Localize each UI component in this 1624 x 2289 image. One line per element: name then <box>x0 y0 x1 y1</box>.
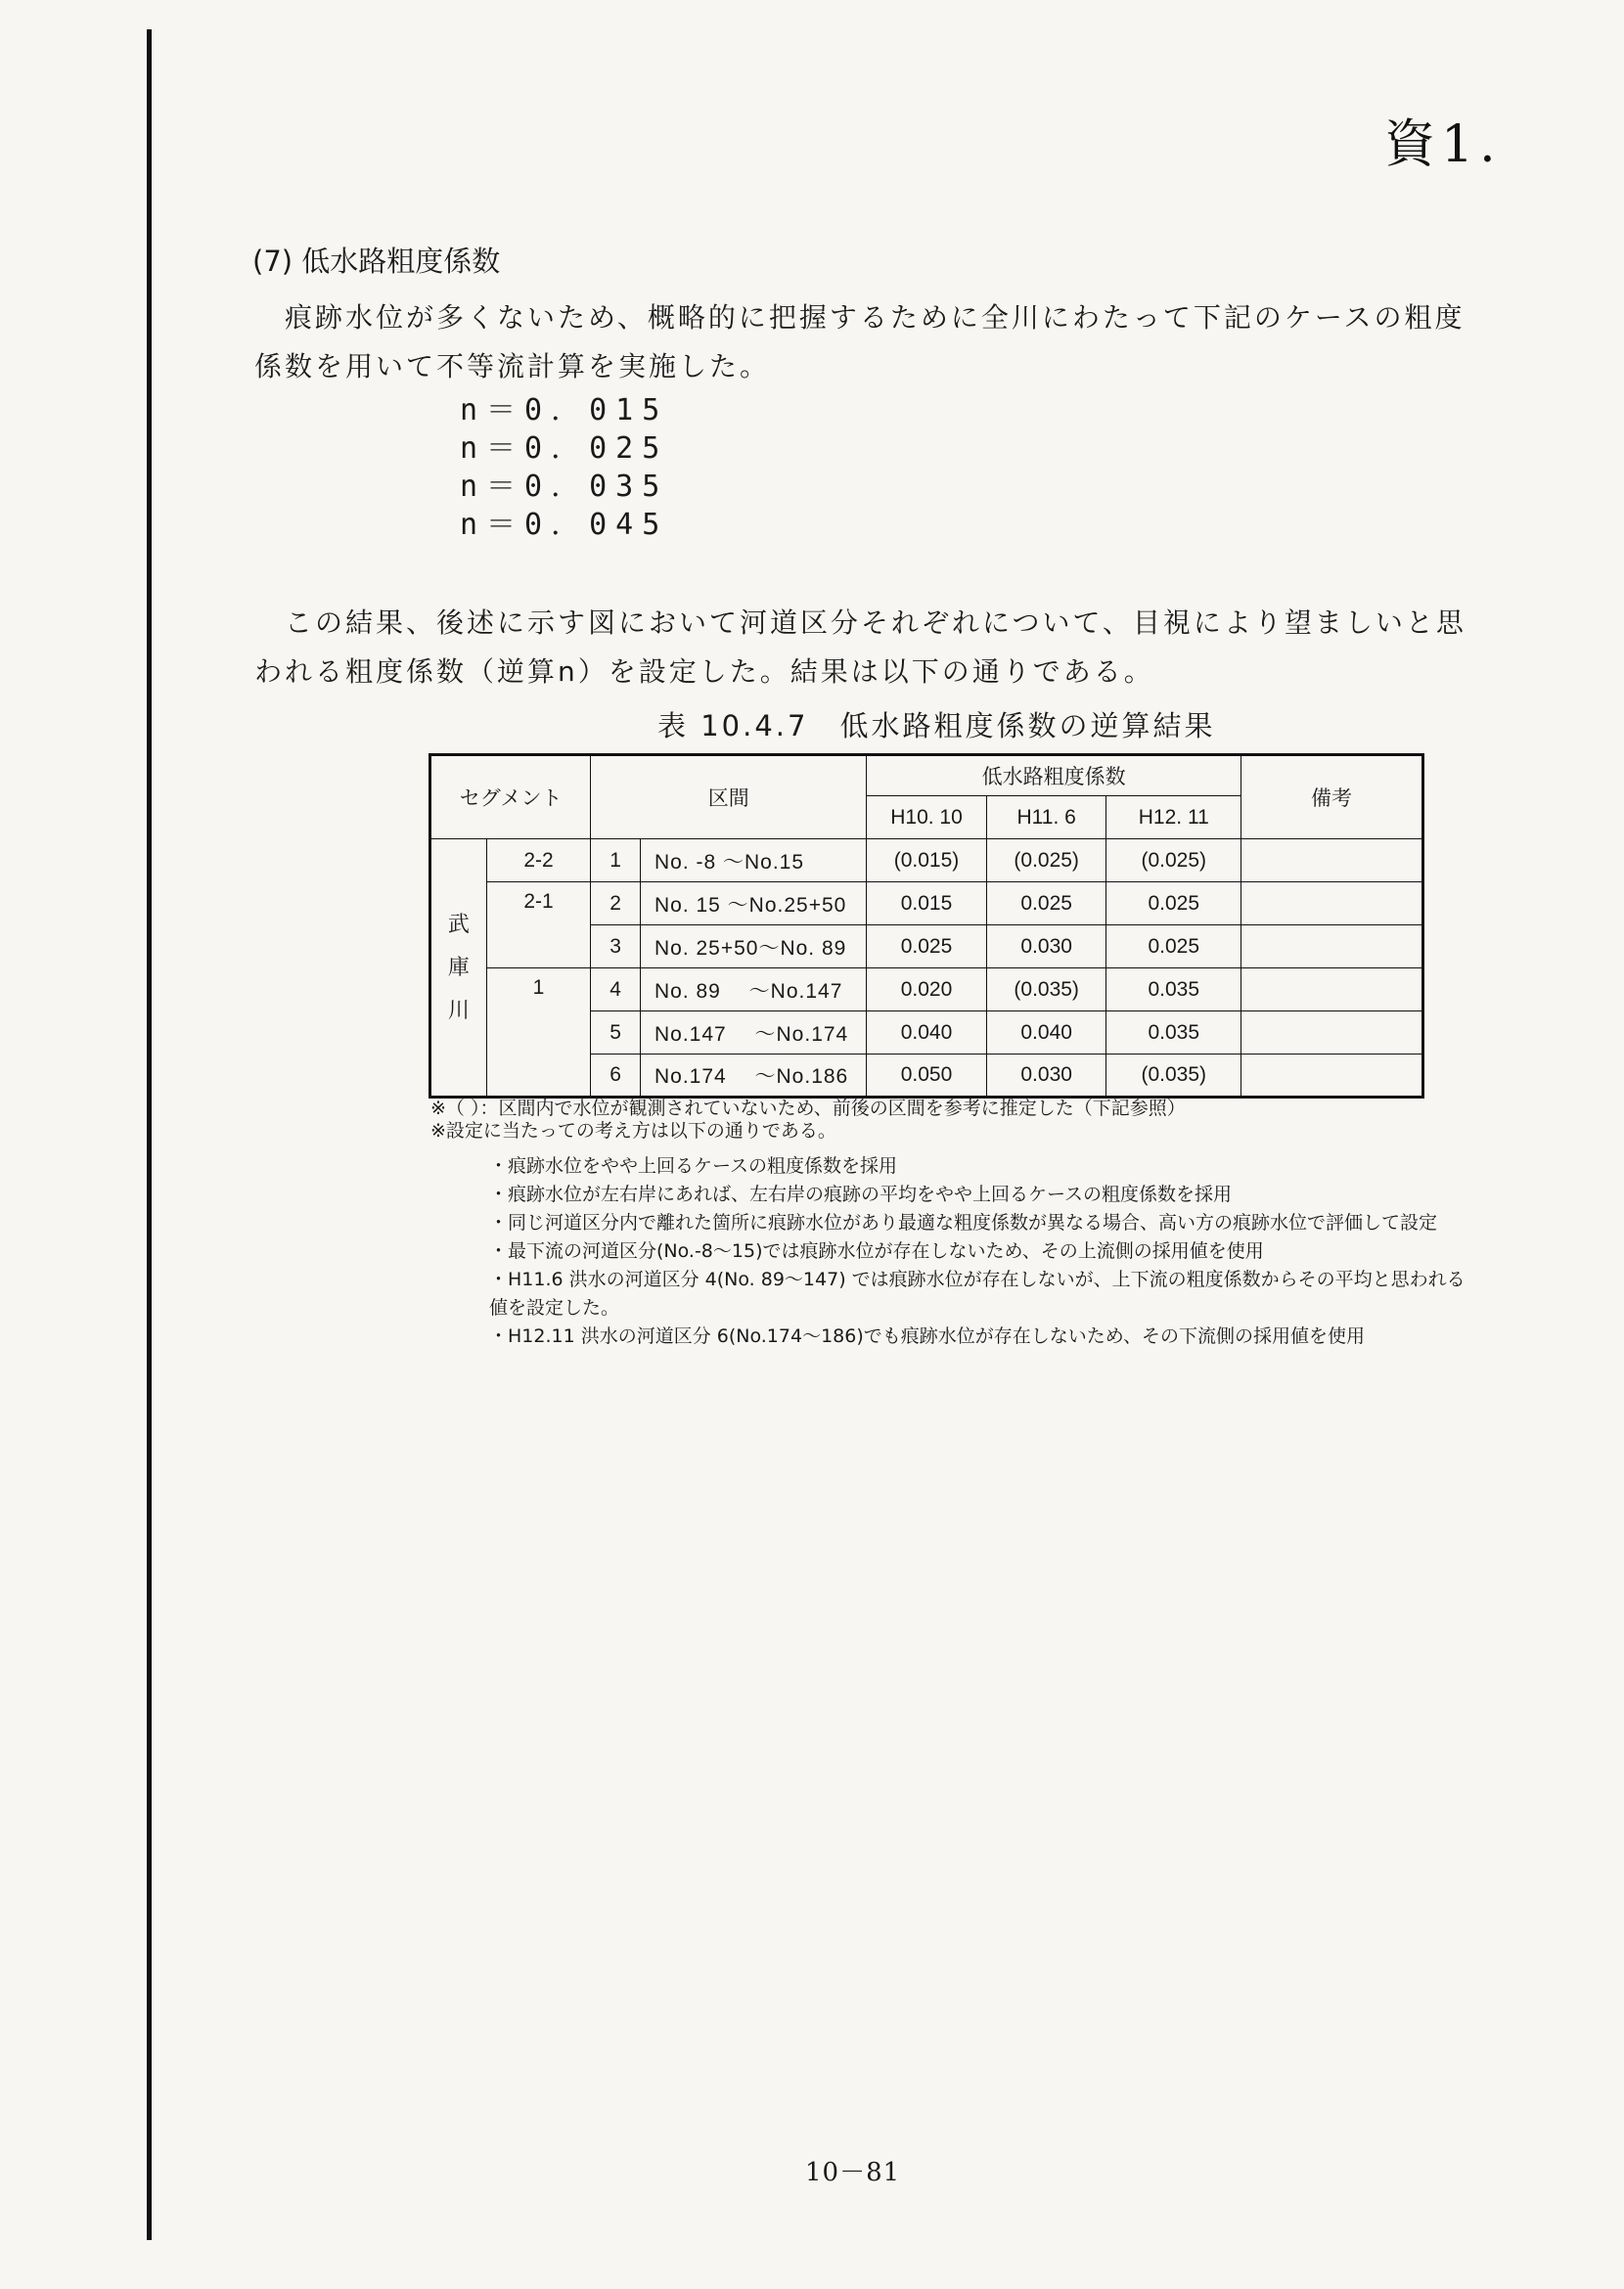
section-range: No. 25+50～No. 89 <box>640 925 866 968</box>
remarks-cell <box>1241 882 1423 925</box>
table-row <box>430 968 1423 1011</box>
coef-h10: 0.025 <box>867 925 987 968</box>
table-row <box>430 882 1423 925</box>
river-name-cell <box>430 839 487 1098</box>
coef-h10: 0.050 <box>867 1055 987 1098</box>
coef-h10: 0.015 <box>867 882 987 925</box>
header-remarks: 備考 <box>1241 755 1423 839</box>
handwritten-mark: 資1. <box>1384 115 1502 174</box>
section-range: No.174 ～No.186 <box>640 1055 866 1098</box>
coef-h12: (0.035) <box>1106 1055 1241 1098</box>
coef-h12: 0.035 <box>1106 968 1241 1011</box>
remarks-cell <box>1241 1055 1423 1098</box>
table-notes <box>430 1098 1186 1143</box>
coef-h11: (0.025) <box>986 839 1106 882</box>
intro-line-2: 係数を用いて不等流計算を実施した。 <box>254 350 771 382</box>
header-h11: H11. 6 <box>986 796 1106 839</box>
bullet-item: ・痕跡水位が左右岸にあれば、左右岸の痕跡の平均をやや上回るケースの粗度係数を採用 <box>489 1184 1233 1205</box>
section-range: No. 15 ～No.25+50 <box>640 882 866 925</box>
header-h12: H12. 11 <box>1106 796 1241 839</box>
approach-bullet-list <box>489 1152 1477 1351</box>
section-number: 5 <box>591 1011 641 1055</box>
formula-line: n＝0．045 <box>460 508 669 542</box>
coef-h11: 0.040 <box>986 1011 1106 1055</box>
header-interval: 区間 <box>591 755 867 839</box>
segment-cell: 2-1 <box>486 882 590 968</box>
section-number: 3 <box>591 925 641 968</box>
intro-paragraph <box>254 293 1467 391</box>
coef-h11: (0.035) <box>986 968 1106 1011</box>
coef-h10: 0.040 <box>867 1011 987 1055</box>
header-h10: H10. 10 <box>867 796 987 839</box>
intro-line-1: 痕跡水位が多くないため、概略的に把握するために全川にわたって下記のケースの粗度 <box>254 301 1466 334</box>
formula-list <box>460 391 668 544</box>
bullet-item: ・H11.6 洪水の河道区分 4(No. 89～147) では痕跡水位が存在しないが、上下流の粗度係数からその平均と思われる値を設定した。 <box>489 1269 1466 1319</box>
river-char: 庫 <box>447 955 470 979</box>
table-row <box>430 839 1423 882</box>
formula-line: n＝0．015 <box>460 393 669 427</box>
bullet-item: ・同じ河道区分内で離れた箇所に痕跡水位があり最適な粗度係数が異なる場合、高い方の痕跡水位で評価して設定 <box>489 1212 1438 1234</box>
section-range: No. -8 ～No.15 <box>640 839 866 882</box>
coef-h12: 0.025 <box>1106 882 1241 925</box>
coef-h12: 0.035 <box>1106 1011 1241 1055</box>
coef-h10: (0.015) <box>867 839 987 882</box>
section-range: No. 89 ～No.147 <box>640 968 866 1011</box>
segment-cell: 2-2 <box>486 839 590 882</box>
coef-h12: (0.025) <box>1106 839 1241 882</box>
roughness-table <box>429 753 1424 1099</box>
coef-h11: 0.025 <box>986 882 1106 925</box>
river-char: 武 <box>447 912 470 936</box>
coef-h11: 0.030 <box>986 1055 1106 1098</box>
header-segment: セグメント <box>430 755 591 839</box>
remarks-cell <box>1241 925 1423 968</box>
remarks-cell <box>1241 839 1423 882</box>
bullet-item: ・痕跡水位をやや上回るケースの粗度係数を採用 <box>489 1155 898 1177</box>
segment-cell: 1 <box>486 968 590 1098</box>
formula-line: n＝0．035 <box>460 470 669 504</box>
note-approach: ※設定に当たっての考え方は以下の通りである。 <box>430 1120 836 1142</box>
header-coef-group: 低水路粗度係数 <box>867 755 1241 796</box>
remarks-cell <box>1241 1011 1423 1055</box>
section-number: 1 <box>591 839 641 882</box>
result-line-2: われる粗度係数（逆算n）を設定した。結果は以下の通りである。 <box>254 655 1154 688</box>
page-number: 10－81 <box>805 2158 901 2187</box>
remarks-cell <box>1241 968 1423 1011</box>
coef-h12: 0.025 <box>1106 925 1241 968</box>
section-number: 4 <box>591 968 641 1011</box>
note-estimated: ※（ ）：区間内で水位が観測されていないため、前後の区間を参考に推定した（下記参照） <box>430 1098 1186 1119</box>
result-paragraph <box>254 599 1467 696</box>
bullet-item: ・H12.11 洪水の河道区分 6(No.174～186)でも痕跡水位が存在しないため、その下流側の採用値を使用 <box>489 1325 1365 1347</box>
result-line-1: この結果、後述に示す図において河道区分それぞれについて、目視により望ましいと思 <box>254 606 1466 639</box>
river-char: 川 <box>447 998 470 1022</box>
formula-line: n＝0．025 <box>460 431 669 466</box>
coef-h10: 0.020 <box>867 968 987 1011</box>
binding-edge-line <box>147 29 152 2240</box>
section-number: 6 <box>591 1055 641 1098</box>
section-range: No.147 ～No.174 <box>640 1011 866 1055</box>
section-number: 2 <box>591 882 641 925</box>
table-caption: 表 10.4.7 低水路粗度係数の逆算結果 <box>657 709 1216 742</box>
section-heading: (7) 低水路粗度係数 <box>252 245 501 278</box>
bullet-item: ・最下流の河道区分(No.-8～15)では痕跡水位が存在しないため、その上流側の採用値を使用 <box>489 1240 1264 1262</box>
coef-h11: 0.030 <box>986 925 1106 968</box>
